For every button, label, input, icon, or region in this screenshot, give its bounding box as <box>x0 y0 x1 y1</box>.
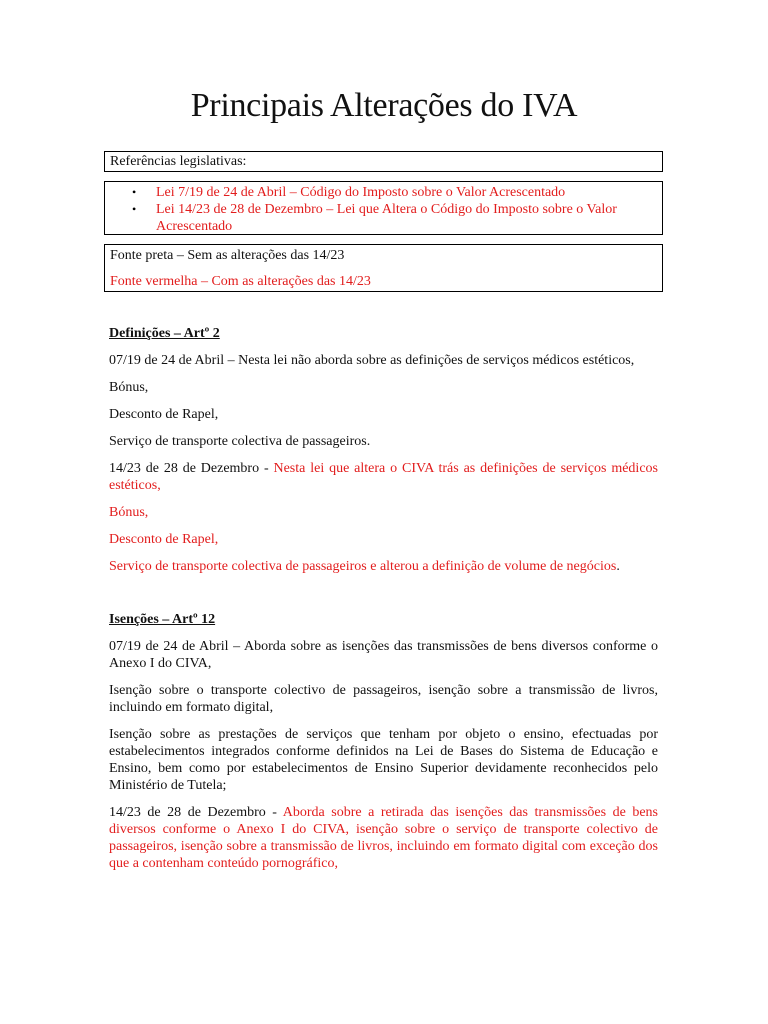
section-isencoes <box>109 611 658 872</box>
legend-black: Fonte preta – Sem as alterações das 14/23 <box>110 248 345 263</box>
old-law-paragraph: 07/19 de 24 de Abril – Aborda sobre as isenções das transmissões de bens diversos conforme o Anexo I do CIVA, <box>109 639 658 671</box>
new-law-paragraph <box>109 804 658 872</box>
amended-text: Nesta lei que altera o CIVA trás as definições de serviços médicos estéticos, <box>109 461 658 493</box>
law-date-prefix: 14/23 de 28 de Dezembro - <box>109 461 274 476</box>
law-item <box>132 201 656 235</box>
legend-red: Fonte vermelha – Com as alterações das 14/23 <box>110 274 371 289</box>
bullet-icon: • <box>132 202 137 216</box>
law-text: Lei 7/19 de 24 de Abril – Código do Imposto sobre o Valor Acrescentado <box>156 185 566 200</box>
laws-list-box <box>104 181 663 235</box>
new-law-paragraph <box>109 460 658 494</box>
old-law-paragraph: Isenção sobre as prestações de serviços que tenham por objeto o ensino, efectuadas por estabelecimentos integrados conforme definidos na Lei de Bases do Sistema de Educação e Ensino, bem como por estabelecimentos de Ensino Superior devidamente reconhecidos pelo Ministério de Tutela; <box>109 727 658 793</box>
laws-list <box>132 184 656 235</box>
new-law-paragraph <box>109 558 658 575</box>
color-legend-box <box>104 244 663 292</box>
old-law-paragraph: 07/19 de 24 de Abril – Nesta lei não aborda sobre as definições de serviços médicos estéticos, <box>109 353 635 368</box>
document-title: Principais Alterações do IVA <box>190 87 578 124</box>
old-law-paragraph: Serviço de transporte colectiva de passageiros. <box>109 434 371 449</box>
document-body <box>109 325 658 882</box>
bullet-icon: • <box>132 185 137 199</box>
old-law-paragraph: Desconto de Rapel, <box>109 407 219 422</box>
references-label: Referências legislativas: <box>110 154 247 169</box>
section-heading: Isenções – Artº 12 <box>109 612 216 627</box>
law-item <box>132 184 656 201</box>
new-law-paragraph: Desconto de Rapel, <box>109 532 219 547</box>
section-heading: Definições – Artº 2 <box>109 326 220 341</box>
legislative-references-box <box>104 151 663 172</box>
new-law-paragraph: Bónus, <box>109 505 149 520</box>
amended-text: Serviço de transporte colectiva de passageiros e alterou a definição de volume de negócios <box>109 559 617 574</box>
law-date-prefix: 14/23 de 28 de Dezembro - <box>109 805 283 820</box>
old-law-paragraph: Isenção sobre o transporte colectivo de passageiros, isenção sobre a transmissão de livros, incluindo em formato digital, <box>109 683 658 715</box>
section-definicoes <box>109 325 658 575</box>
law-text: Lei 14/23 de 28 de Dezembro – Lei que Altera o Código do Imposto sobre o Valor Acrescentado <box>156 202 617 234</box>
old-law-paragraph: Bónus, <box>109 380 149 395</box>
period: . <box>616 559 620 574</box>
section-spacer <box>109 585 658 611</box>
amended-text: Aborda sobre a retirada das isenções das transmissões de bens diversos conforme o Anexo I do CIVA, isenção sobre o serviço de transporte colectivo de passageiros, isenção sobre a transmissão de livros, incluindo em formato digital com exceção dos que a contenham conteúdo pornográfico, <box>109 805 659 871</box>
